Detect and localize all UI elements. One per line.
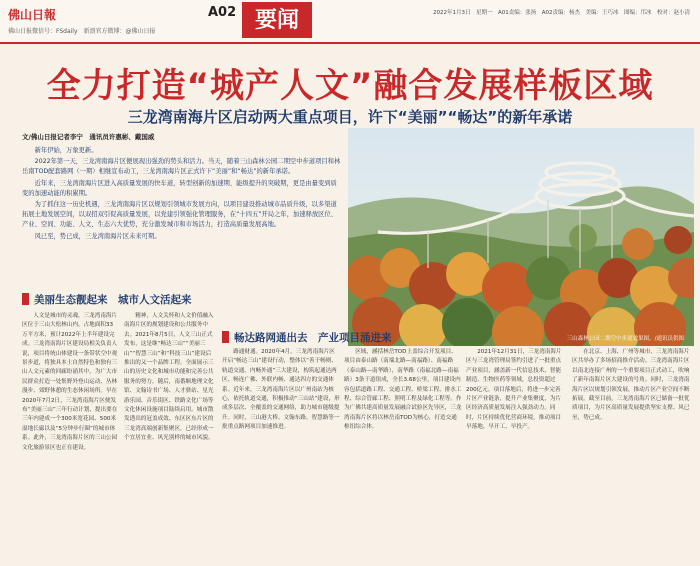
lede-paragraph: 2022年第一天，三龙湾南海片区便展现出强劲的势头和活力。当天，随着三山森林公园二期空中步道项目和林岳南TOD配套路网（一期）相继宣布动工，三龙湾南海片区正式许下“美丽”和“畅达”的新年承诺。 bbox=[22, 158, 341, 176]
section-badge: 要闻 bbox=[242, 2, 312, 38]
lede-paragraph: 风已至，势已成，三龙湾南海片区未来可期。 bbox=[34, 232, 161, 240]
article-column bbox=[124, 312, 216, 562]
article-column bbox=[344, 348, 462, 562]
date-editor-line: 2022年1月3日 星期一 A01责编：张扬 A02责编：杨杰 美编：王巧冰 图编：邝冰 校对：赵小清 bbox=[432, 10, 690, 16]
photo-caption: 三山森林公园二期空中步道效果图。/通讯员供图 bbox=[566, 336, 684, 342]
masthead-social: 佛山日报微信号：FSdaily 新浪官方微博：@佛山日报 bbox=[8, 28, 156, 35]
section-heading-smooth bbox=[222, 329, 392, 345]
section-marker-icon bbox=[222, 331, 229, 343]
lede-paragraph: 新年伊始，万象更新。 bbox=[34, 147, 98, 154]
section-heading-beautiful bbox=[22, 291, 192, 307]
section-marker-icon bbox=[22, 293, 29, 305]
column-text: 人文是城市的灵魂，三龙湾南海片区位于三山大松林山内，占地面积33万平方米，预计2022年上半年建设完成。三龙湾南海片区建设局相关负责人说，项目将统山体建设一条带状空中观景步道，将独具本土自然特色和独有三山人文元素的回廊纷涌其中，为广大市民群众打造一处集野外登山运动、丛林漫步、郊野休憩的生态休闲场所。早在2020年7月2日，三龙湾南海片区便发布“美丽三山”三年行动计划，提出要在三年内建成一个300米宽花园、500米湿地长廊以及“5分钟步行圈”的城市体系。此外，三龙湾南海片区的三山公园文化旅游景区也正在建设。 bbox=[22, 313, 118, 451]
column-text: 路通财通。2020年4月，三龙湾南海片区开启“畅达三山”建设行动，整体以“善于畅则、轨道交通、内畅外通”三大建设，构筑起通达两区、畅连广佛、外联内畅、通达四方的交通体系。近年来，三龙湾南海片区以广州南站为核心，依托轨道交通，积极推动“三山站”建设，形成多层次、全覆盖的交通网络，助力城市能级提升。同时，三山港大桥、文翰东路、智慧路等一批重点路网项目加速推进。 bbox=[222, 349, 340, 431]
byline: 文/佛山日报记者李宁 通讯员许惠彬、戴国威 bbox=[22, 133, 155, 141]
subheadline: 三龙湾南海片区启动两大重点项目，许下“美丽”“畅达”的新年承诺 bbox=[127, 108, 573, 126]
column-text: 精神，人文关怀和人文价值融入南海片区的规划建设和公共服务中去。2021年8月5日，人文三山正式发布，这是继“畅达三山”“美丽三山”“智慧三山”和“科技三山”建设后推出的又一个品牌工程。全面展示三山的历史文化和城市功能和完善公共服务的努力。随后，南番顺地理文化馆、文翰诗书广场、人才驿站、星光游乐园、音乐街区、铁路文化广场等文化休闲设施项目陆续启用。城市散发透出的冠盖成效、东区区东片区的三龙湾高端创新集聚区，已经形成一个宜居宜业、风光别样的城市风貌。 bbox=[124, 313, 214, 442]
column-text: 2021年12月31日，三龙湾南海片区与三龙湾管理局签约引进了一批重点产业项目，涵盖新一代信息技术、智能制造、生物医药等领域，总投资超过200亿元。项目落地后，将进一步完善片区产业链条，提升产业集聚度，为片区经济高质量发展注入强劲动力。同时，片区持续优化营商环境，推动项目早落地、早开工、早投产。 bbox=[466, 349, 562, 431]
newspaper-logo: 佛山日報 bbox=[8, 8, 57, 22]
page-number: A02 bbox=[208, 5, 237, 20]
column-text: 区域，涵括林岳TOD上盖综合开发项目、项目由泰山路（南端北路—南福路）、南福路（泰山路—南华路），南华路（南福北路—南福路）3条干道组成，全长3.68公里，项目建设内容包括道路工程、交通工程、桥梁工程、排水工程、综合管廊工程、照明工程及绿化工程等。作为广佛共建高质量发展融合试验区先导区，三龙湾南海片区将以林岳南TOD为核心，打造交通枢纽综合体。 bbox=[344, 349, 462, 431]
section-title: 畅达路网通出去 产业项目涌进来 bbox=[234, 331, 392, 344]
lede-paragraph: 近年来，三龙湾南海片区进入高质量发展的快车道，转型创新的加速期、能级提升的突破期，更是由量变到质变的加速动能的积累期。 bbox=[22, 179, 337, 197]
lede-paragraph: 为了抓住这一历史机遇，三龙湾南海片区以规划引领城市发展方向，以项目建设推动城市品质升级，以多渠道拓展土地发展空间，以双招双引促高质量发展，以党建引领强化管理服务，在“十四五”开局之年，加速释放区位、产业、空间、功能、人文、生态六大优势，充分激发城市和市场活力，打造高质量发展高地。 bbox=[22, 201, 338, 229]
article-column bbox=[22, 312, 118, 562]
article-column bbox=[572, 348, 694, 562]
section-title: 美丽生态靓起来 城市人文活起来 bbox=[34, 293, 192, 306]
article-column bbox=[222, 348, 340, 562]
masthead bbox=[0, 0, 700, 44]
column-text: 在北京、上海、广州等城市，三龙湾南海片区共举办了多场招商推介活动。三龙湾南海片区以南北连接广州的一个重要项目正式动工，吹响了新年南海片区大建设的号角。同时，三龙湾南海片区以规划引领发展，推动片区产业空间不断拓展。截至目前，三龙湾南海片区已储备一批优质项目，为片区高质量发展提供坚实支撑。风已至，势已成。 bbox=[572, 349, 690, 421]
skywalk-rendering-photo bbox=[348, 128, 694, 346]
page-title: 全力打造“城产人文”融合发展样板区域 bbox=[46, 66, 654, 106]
lede-block bbox=[22, 146, 342, 243]
article-column bbox=[466, 348, 566, 562]
skywalk-illustration bbox=[348, 128, 694, 346]
